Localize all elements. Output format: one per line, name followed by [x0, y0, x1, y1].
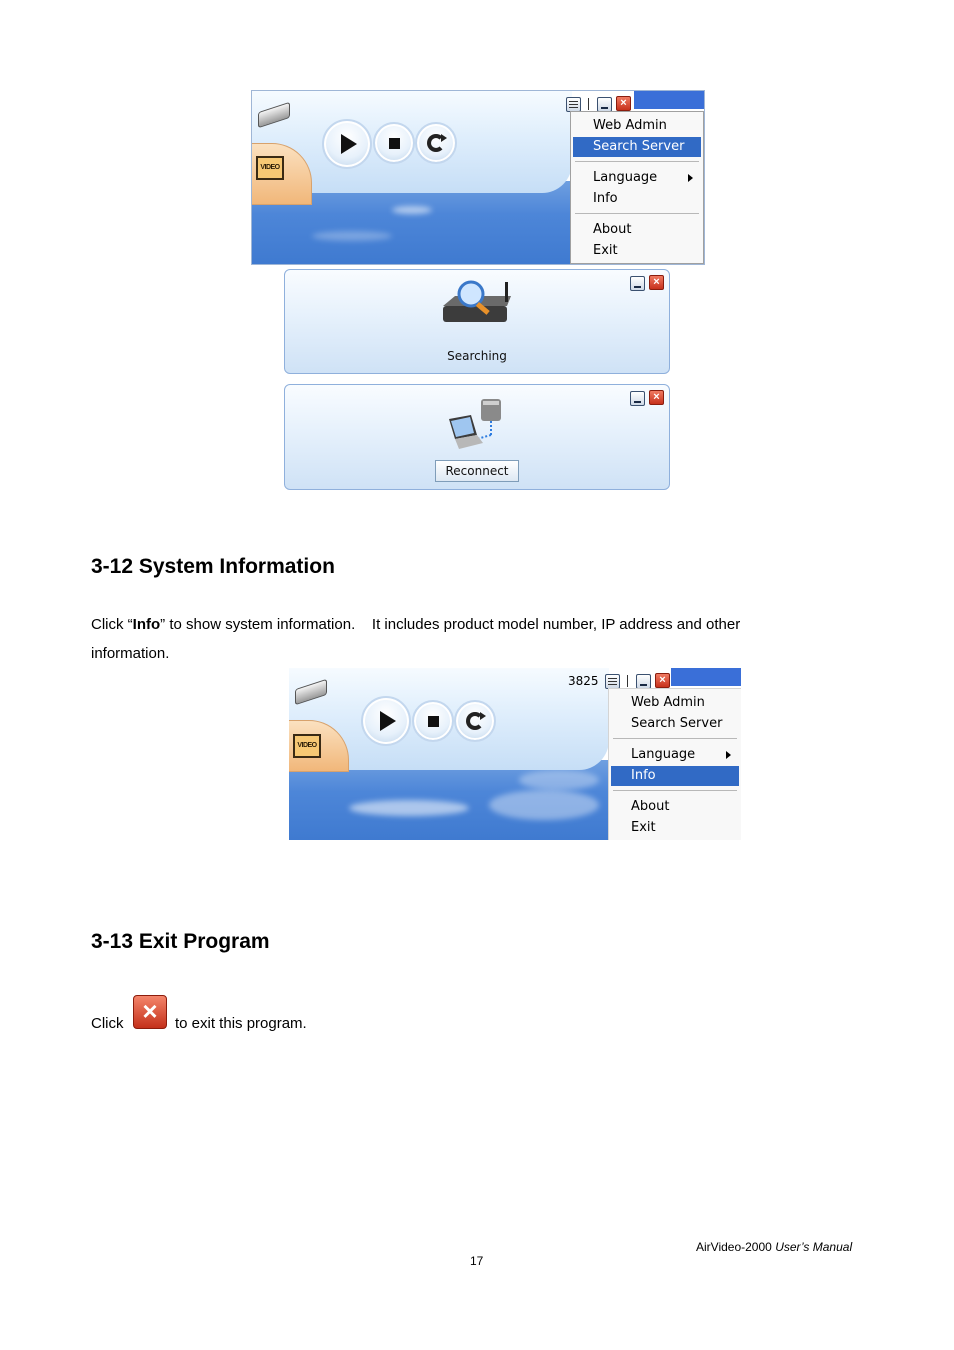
stop-button[interactable]: [373, 122, 415, 164]
context-menu: [570, 111, 704, 264]
menu-item-about[interactable]: About: [631, 799, 670, 814]
section-13-click: Click: [91, 1015, 124, 1032]
laptop-network-icon: [443, 395, 513, 453]
section-13-rest: to exit this program.: [175, 1015, 307, 1032]
searching-panel: [284, 269, 670, 374]
menu-item-language[interactable]: Language: [611, 745, 739, 765]
refresh-icon: [466, 712, 484, 730]
player-window-1: [251, 90, 705, 265]
section-heading-exit-program: 3-13 Exit Program: [91, 930, 270, 953]
refresh-button[interactable]: [454, 700, 496, 742]
menu-icon[interactable]: [605, 674, 620, 689]
menu-item-search-server[interactable]: Search Server: [573, 137, 701, 157]
minimize-icon[interactable]: [636, 674, 651, 689]
minimize-icon[interactable]: [630, 391, 645, 406]
refresh-button[interactable]: [415, 122, 457, 164]
menu-item-web-admin[interactable]: Web Admin: [631, 695, 705, 710]
section-12-paragraph: Click “Info” to show system information. It includes product model number, IP address and other information.: [91, 616, 741, 662]
menu-item-language[interactable]: Language: [573, 168, 701, 188]
menu-item-exit[interactable]: Exit: [631, 820, 656, 835]
menu-item-web-admin[interactable]: Web Admin: [593, 118, 667, 133]
minimize-icon[interactable]: [630, 276, 645, 291]
stop-button[interactable]: [412, 700, 454, 742]
title-bar: [634, 91, 704, 109]
footer-manual-title: AirVideo-2000 User’s Manual: [696, 1240, 853, 1254]
video-badge-icon: VIDEO: [256, 156, 284, 180]
menu-item-exit[interactable]: Exit: [593, 243, 618, 258]
play-button[interactable]: [361, 696, 411, 746]
menu-item-search-server[interactable]: Search Server: [631, 716, 723, 731]
menu-icon[interactable]: [566, 97, 581, 112]
page-number: 17: [470, 1254, 484, 1268]
close-icon[interactable]: ×: [649, 390, 664, 405]
reconnect-button[interactable]: Reconnect: [435, 460, 519, 482]
title-bar: [671, 668, 741, 686]
context-menu: [608, 688, 741, 840]
sky-background: [289, 760, 609, 840]
router-search-icon: [435, 276, 515, 332]
searching-label: Searching: [447, 349, 507, 363]
player-window-2: [289, 668, 741, 840]
counter-readout: 3825: [568, 674, 599, 688]
close-icon[interactable]: ×: [655, 673, 670, 688]
section-heading-system-information: 3-12 System Information: [91, 555, 335, 578]
play-button[interactable]: [322, 119, 372, 169]
close-icon[interactable]: ×: [616, 96, 631, 111]
menu-item-info[interactable]: Info: [593, 191, 618, 206]
submenu-arrow-icon: [688, 174, 693, 182]
minimize-icon[interactable]: [597, 97, 612, 112]
reconnect-panel: [284, 384, 670, 490]
close-icon[interactable]: ×: [649, 275, 664, 290]
submenu-arrow-icon: [726, 751, 731, 759]
video-badge-icon: VIDEO: [293, 734, 321, 758]
menu-item-about[interactable]: About: [593, 222, 632, 237]
refresh-icon: [427, 134, 445, 152]
close-icon: ×: [133, 995, 167, 1029]
menu-item-info[interactable]: Info: [611, 766, 739, 786]
